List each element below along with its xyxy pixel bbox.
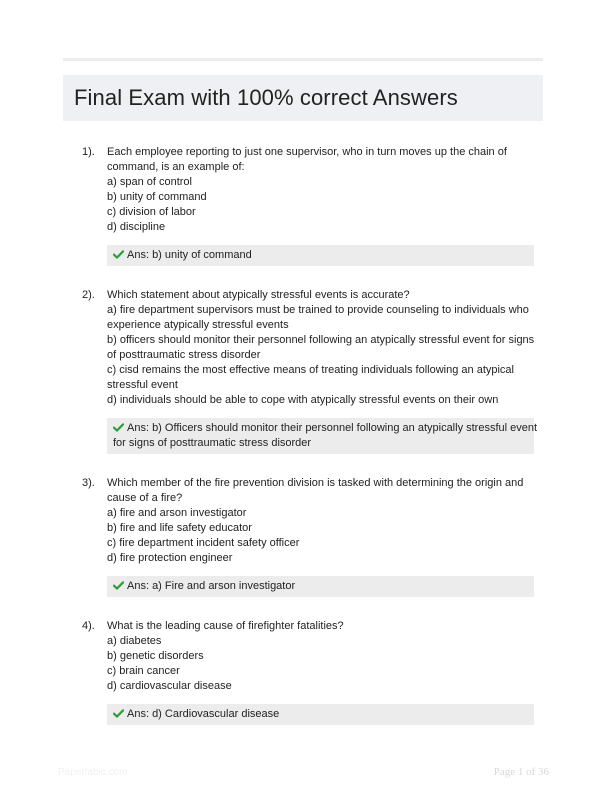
checkmark-icon	[113, 709, 124, 718]
page-number: Page 1 of 36	[493, 766, 549, 778]
answer-text: Ans: b) unity of command	[127, 249, 252, 261]
option-d: d) fire protection engineer	[107, 552, 233, 564]
option-c: c) brain cancer	[107, 665, 180, 677]
question-number: 3).	[82, 477, 95, 489]
question-text	[107, 288, 534, 408]
question-line: Each employee reporting to just one supervisor, who in turn moves up the chain of	[107, 146, 507, 158]
page-title: Final Exam with 100% correct Answers	[74, 85, 458, 110]
option-a: a) fire department supervisors must be trained to provide counseling to individuals who	[107, 304, 529, 316]
question-line: Which statement about atypically stressful events is accurate?	[107, 289, 410, 301]
question-number: 2).	[82, 289, 95, 301]
answer-box	[107, 418, 538, 454]
option-d: d) cardiovascular disease	[107, 680, 232, 692]
option-d: d) discipline	[107, 221, 166, 233]
checkmark-icon	[113, 581, 124, 590]
answer-text: Ans: b) Officers should monitor their personnel following an atypically stressful event	[127, 422, 538, 434]
answer-text: Ans: d) Cardiovascular disease	[127, 708, 280, 720]
option-c: c) fire department incident safety officer	[107, 537, 300, 549]
question-text	[107, 476, 534, 566]
question-number: 1).	[82, 146, 95, 158]
option-c: c) cisd remains the most effective means of treating individuals following an atypical	[107, 364, 514, 376]
question-line: command, is an example of:	[107, 161, 245, 173]
checkmark-icon	[113, 423, 124, 432]
footer-watermark: Paperfabic.com	[58, 767, 128, 778]
answer-box	[107, 576, 534, 597]
title-banner	[63, 75, 543, 121]
top-divider	[63, 58, 543, 61]
option-b: b) officers should monitor their personnel following an atypically stressful event for signs	[107, 334, 535, 346]
option-c-continued: stressful event	[107, 379, 178, 391]
option-a: a) span of control	[107, 176, 192, 188]
question-line: What is the leading cause of firefighter fatalities?	[107, 620, 344, 632]
answer-box	[107, 245, 534, 266]
answer-box	[107, 704, 534, 725]
checkmark-icon	[113, 250, 124, 259]
option-c: c) division of labor	[107, 206, 196, 218]
option-b: b) fire and life safety educator	[107, 522, 252, 534]
option-b-continued: of posttraumatic stress disorder	[107, 349, 261, 361]
option-b: b) genetic disorders	[107, 650, 204, 662]
option-a: a) fire and arson investigator	[107, 507, 247, 519]
answer-text: Ans: a) Fire and arson investigator	[127, 580, 296, 592]
question-line: cause of a fire?	[107, 492, 183, 504]
question-line: Which member of the fire prevention division is tasked with determining the origin and	[107, 477, 524, 489]
answer-text-continued: for signs of posttraumatic stress disorder	[113, 437, 312, 449]
option-b: b) unity of command	[107, 191, 207, 203]
question-text	[107, 145, 534, 235]
question-number: 4).	[82, 620, 95, 632]
option-a: a) diabetes	[107, 635, 162, 647]
option-a-continued: experience atypically stressful events	[107, 319, 289, 331]
option-d: d) individuals should be able to cope with atypically stressful events on their own	[107, 394, 499, 406]
question-text	[107, 619, 534, 694]
